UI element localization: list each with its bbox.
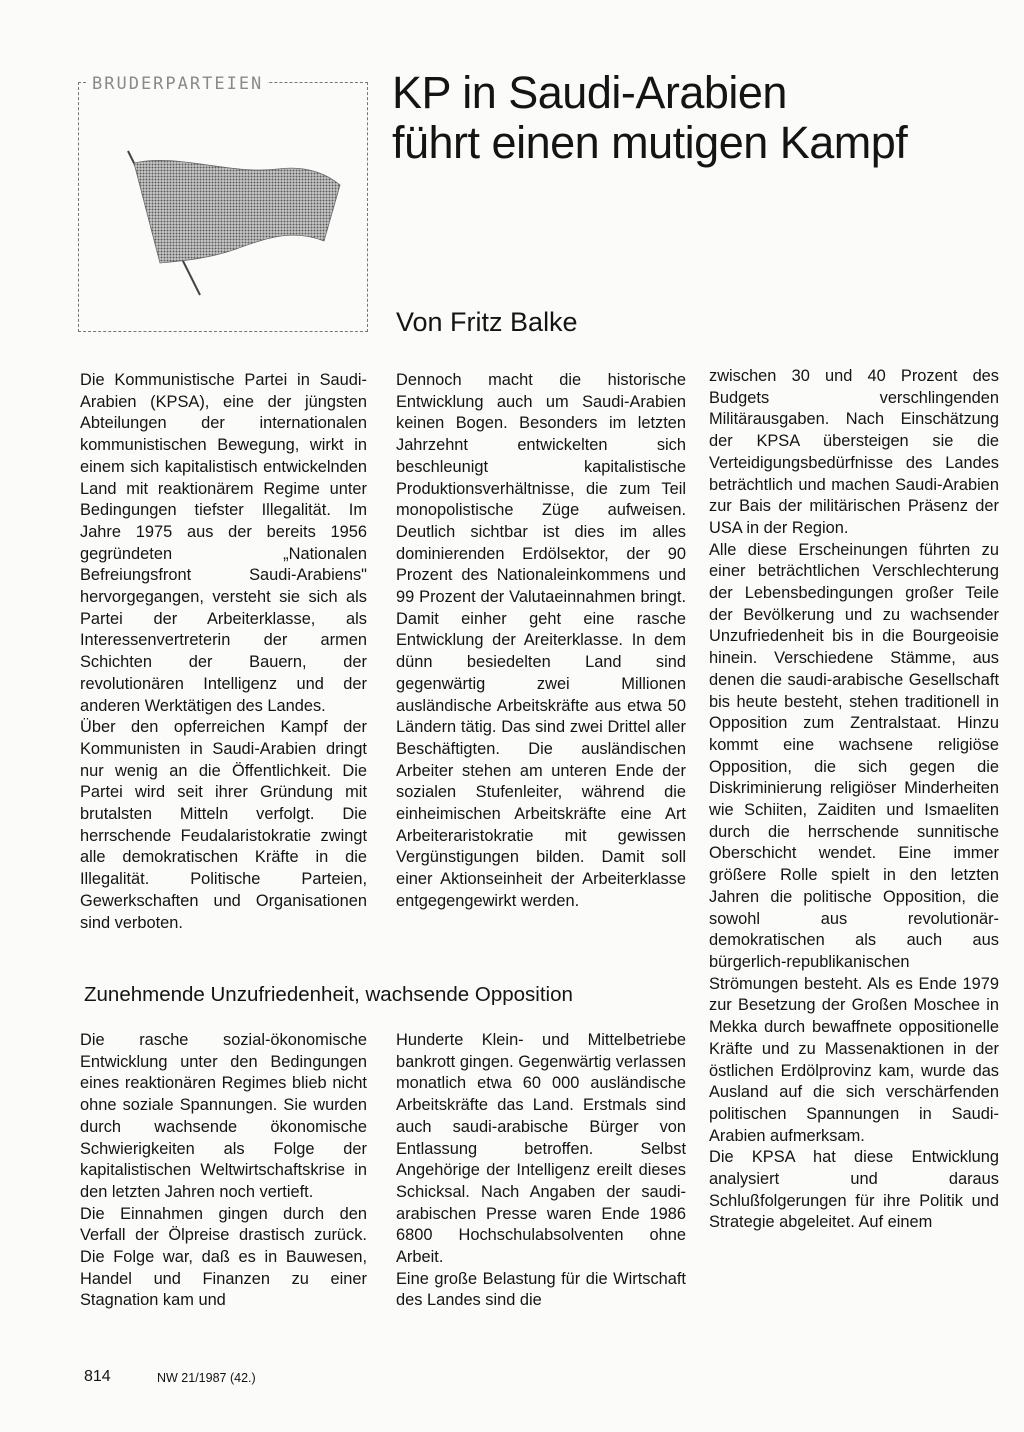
- column-5: [396, 1030, 686, 1340]
- rubric-label: BRUDERPARTEIEN: [88, 74, 267, 94]
- byline: Von Fritz Balke: [396, 307, 578, 337]
- column-1: [80, 370, 367, 970]
- issue-reference: NW 21/1987 (42.): [157, 1371, 256, 1385]
- article-title: [392, 68, 907, 168]
- paragraph: Hunderte Klein- und Mittelbetriebe bankrott gingen. Gegenwärtig verlassen monatlich etwa 60 000 ausländische Arbeitskräfte das Land. Erstmals sind auch saudi-arabische Bürger von Entlassung betroffen. Selbst Angehörige der Intelligenz ereilt dieses Schicksal. Nach Angaben der saudi-arabischen Presse waren Ende 1986 6800 Hochschulabsolventen ohne Arbeit.: [396, 1031, 686, 1267]
- paragraph: Dennoch macht die historische Entwicklung auch um Saudi-Arabien keinen Bogen. Besonders im letzten Jahrzehnt entwickelten sich beschleunigt kapitalistische Produktionsverhältnisse, die zum Teil monopolistische Züge aufweisen. Deutlich sichtbar ist dies im alles dominierenden Erdölsektor, der 90 Prozent des Nationaleinkommens und 99 Prozent der Valutaeinnahmen bringt. Damit einher geht eine rasche Entwicklung der Areiterklasse. In dem dünn besiedelten Land sind gegenwärtig zwei Millionen ausländische Arbeitskräfte aus etwa 50 Ländern tätig. Das sind zwei Drittel aller Beschäftigten. Die ausländischen Arbeiter stehen am unteren Ende der sozialen Stufenleiter, während die einheimischen Arbeitskräfte eine Art Arbeiteraristokratie mit gewissen Vergünstigungen bilden. Damit soll einer Aktionseinheit der Arbeiterklasse entgegengewirkt werden.: [396, 371, 686, 910]
- paragraph: Eine große Belastung für die Wirtschaft des Landes sind die: [396, 1269, 686, 1310]
- section-subheading: Zunehmende Unzufriedenheit, wachsende Opposition: [84, 983, 573, 1006]
- flag-icon: [118, 145, 358, 310]
- title-line-1: KP in Saudi-Arabien: [392, 67, 787, 118]
- column-4: [80, 1030, 367, 1340]
- paragraph: Über den opferreichen Kampf der Kommunisten in Saudi-Arabien dringt nur wenig an die Öffentlichkeit. Die Partei wird seit ihrer Gründung mit brutalsten Mitteln verfolgt. Die herrschende Feudalaristokratie zwingt alle demokratischen Kräfte in die Illegalität. Politische Parteien, Gewerkschaften und Organisationen sind verboten.: [80, 718, 367, 932]
- page-number: 814: [84, 1368, 111, 1385]
- paragraph: Die KPSA hat diese Entwicklung analysiert und daraus Schlußfolgerungen für ihre Politik und Strategie abgeleitet. Auf einem: [709, 1148, 999, 1232]
- paragraph: Alle diese Erscheinungen führten zu einer beträchtlichen Verschlechterung der Lebensbedingungen großer Teile der Bevölkerung und zu wachsender Unzufriedenheit bis in die Bourgeoisie hinein. Verschiedene Stämme, aus denen die saudi-arabische Gesellschaft bis heute besteht, stehen traditionell in Opposition zum Zentralstaat. Hinzu kommt eine wachsene religiöse Opposition, die sich gegen die Diskriminierung religiöser Minderheiten wie Schiiten, Zaiditen und Ismaeliten durch die herrschende sunnitische Oberschicht wendet. Eine immer größere Rolle spielt in den letzten Jahren die politische Opposition, die sowohl aus revolutionär-demokratischen als auch aus bürgerlich-republikanischen Strömungen besteht. Als es Ende 1979 zur Besetzung der Großen Moschee in Mekka durch bewaffnete oppositionelle Kräfte und zu Massenaktionen in der östlichen Erdölprovinz kam, wurde das Ausland auf die sich verschärfenden politischen Spannungen in Saudi-Arabien aufmerksam.: [709, 540, 999, 1145]
- paragraph: Die rasche sozial-ökonomische Entwicklung unter den Bedingungen eines reaktionären Regimes blieb nicht ohne soziale Spannungen. Sie wurden durch wachsende ökonomische Schwierigkeiten als Folge der kapitalistischen Weltwirtschaftskrise in den letzten Jahren noch vertieft.: [80, 1031, 367, 1201]
- paragraph: Die Kommunistische Partei in Saudi-Arabien (KPSA), eine der jüngsten Abteilungen der internationalen kommunistischen Bewegung, wirkt in einem sich kapitalistisch entwickelnden Land mit reaktionärem Regime unter Bedingungen tiefster Illegalität. Im Jahre 1975 aus der bereits 1956 gegründeten „Nationalen Befreiungsfront Saudi-Arabiens" hervorgegangen, versteht sie sich als Partei der Arbeiterklasse, als Interessenvertreterin der armen Schichten der Bauern, der revolutionären Intelligenz und der anderen Werktätigen des Landes.: [80, 371, 367, 715]
- column-2: [396, 370, 686, 970]
- column-3: [709, 366, 999, 1366]
- paragraph: Die Einnahmen gingen durch den Verfall der Ölpreise drastisch zurück. Die Folge war, daß es in Bauwesen, Handel und Finanzen zu einer Stagnation kam und: [80, 1204, 367, 1310]
- paragraph: zwischen 30 und 40 Prozent des Budgets verschlingenden Militärausgaben. Nach Einschätzung der KPSA übersteigen sie die Verteidigungsbedürfnisse des Landes beträchtlich und machen Saudi-Arabien zur Bais der militärischen Präsenz der USA in der Region.: [709, 367, 999, 537]
- title-line-2: führt einen mutigen Kampf: [392, 117, 908, 168]
